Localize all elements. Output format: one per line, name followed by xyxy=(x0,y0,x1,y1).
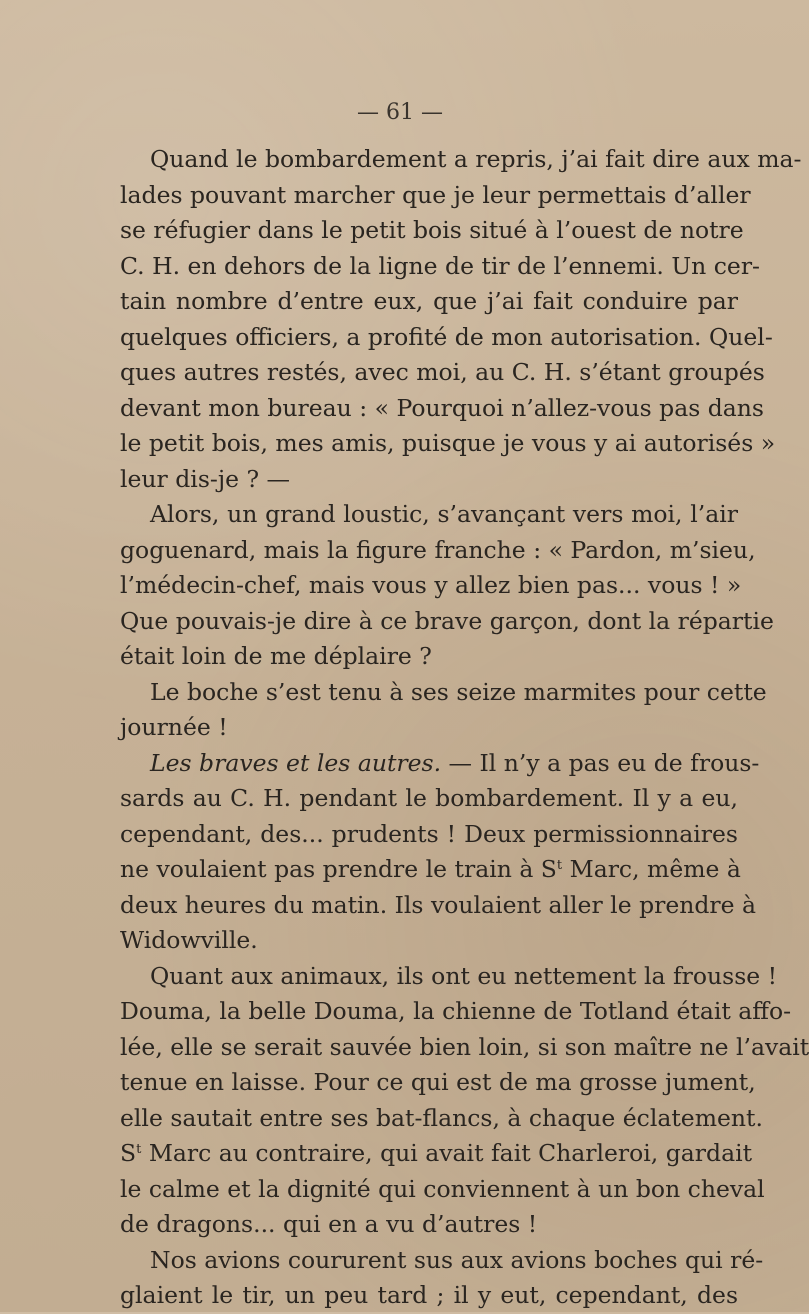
text-line: deux heures du matin. Ils voulaient aller le prendre à xyxy=(120,890,757,919)
text-line-with-superscript xyxy=(120,852,741,888)
text-line: était loin de me déplaire ? xyxy=(120,642,432,670)
section-title-continuation: — Il n’y a pas eu de frous- xyxy=(441,748,760,777)
text-line: elle sautait entre ses bat-flancs, à chaque éclatement. xyxy=(120,1103,763,1132)
page-number: — 61 — xyxy=(357,100,443,125)
text-line: Quand le bombardement a repris, j’ai fait dire aux ma- xyxy=(150,145,802,173)
text-line: le calme et la dignité qui conviennent à un bon cheval xyxy=(120,1174,765,1203)
text-line: quelques officiers, a profité de mon autorisation. Quel- xyxy=(120,322,773,351)
line-segment: Marc au contraire, qui avait fait Charleroi, gardait xyxy=(141,1139,753,1167)
text-line: ques autres restés, avec moi, au C. H. s’étant groupés xyxy=(120,358,765,386)
body-text xyxy=(120,142,809,1314)
text-line: leur dis-je ? — xyxy=(120,464,291,493)
text-line: de dragons... qui en a vu d’autres ! xyxy=(120,1210,538,1238)
text-line: se réfugier dans le petit bois situé à l’ouest de notre xyxy=(120,216,744,244)
text-line: Nos avions coururent sus aux avions boches qui ré- xyxy=(150,1245,764,1274)
text-line: Alors, un grand loustic, s’avançant vers moi, l’air xyxy=(150,500,738,528)
text-line: C. H. en dehors de la ligne de tir de l’ennemi. Un cer- xyxy=(120,251,760,280)
section-title: Les braves et les autres. xyxy=(150,748,442,777)
text-line: Widowville. xyxy=(120,926,258,954)
text-line: lades pouvant marcher que je leur permettais d’aller xyxy=(120,180,751,209)
superscript: t xyxy=(556,858,563,873)
text-line: sards au C. H. pendant le bombardement. Il y a eu, xyxy=(120,784,738,812)
text-line: tenue en laisse. Pour ce qui est de ma grosse jument, xyxy=(120,1068,756,1096)
text-line: glaient le tir, un peu tard ; il y eut, cependant, des xyxy=(120,1281,738,1309)
text-line: Le boche s’est tenu à ses seize marmites pour cette xyxy=(150,677,767,706)
text-line: lée, elle se serait sauvée bien loin, si son maître ne l’avait xyxy=(120,1032,809,1061)
text-line: Quant aux animaux, ils ont eu nettement la frousse ! xyxy=(150,961,778,990)
superscript: t xyxy=(136,1142,142,1157)
line-segment: Marc, même à xyxy=(562,855,741,883)
text-line: devant mon bureau : « Pourquoi n’allez-vous pas dans xyxy=(120,393,764,422)
line-segment: S xyxy=(120,1139,137,1167)
text-line-section-heading xyxy=(120,746,760,782)
text-line: Douma, la belle Douma, la chienne de Totland était affo- xyxy=(120,997,792,1025)
line-segment: ne voulaient pas prendre le train à S xyxy=(120,855,557,883)
text-line-with-superscript xyxy=(120,1136,753,1172)
text-line: cependant, des... prudents ! Deux permissionnaires xyxy=(120,819,738,848)
text-line: le petit bois, mes amis, puisque je vous y ai autorisés » xyxy=(120,429,776,457)
text-line: goguenard, mais la figure franche : « Pardon, m’sieu, xyxy=(120,535,756,564)
text-line: Que pouvais-je dire à ce brave garçon, dont la répartie xyxy=(120,606,774,635)
text-line: tain nombre d’entre eux, que j’ai fait conduire par xyxy=(120,287,738,315)
text-line: l’médecin-chef, mais vous y allez bien pas... vous ! » xyxy=(120,571,742,599)
text-line: journée ! xyxy=(120,713,228,741)
